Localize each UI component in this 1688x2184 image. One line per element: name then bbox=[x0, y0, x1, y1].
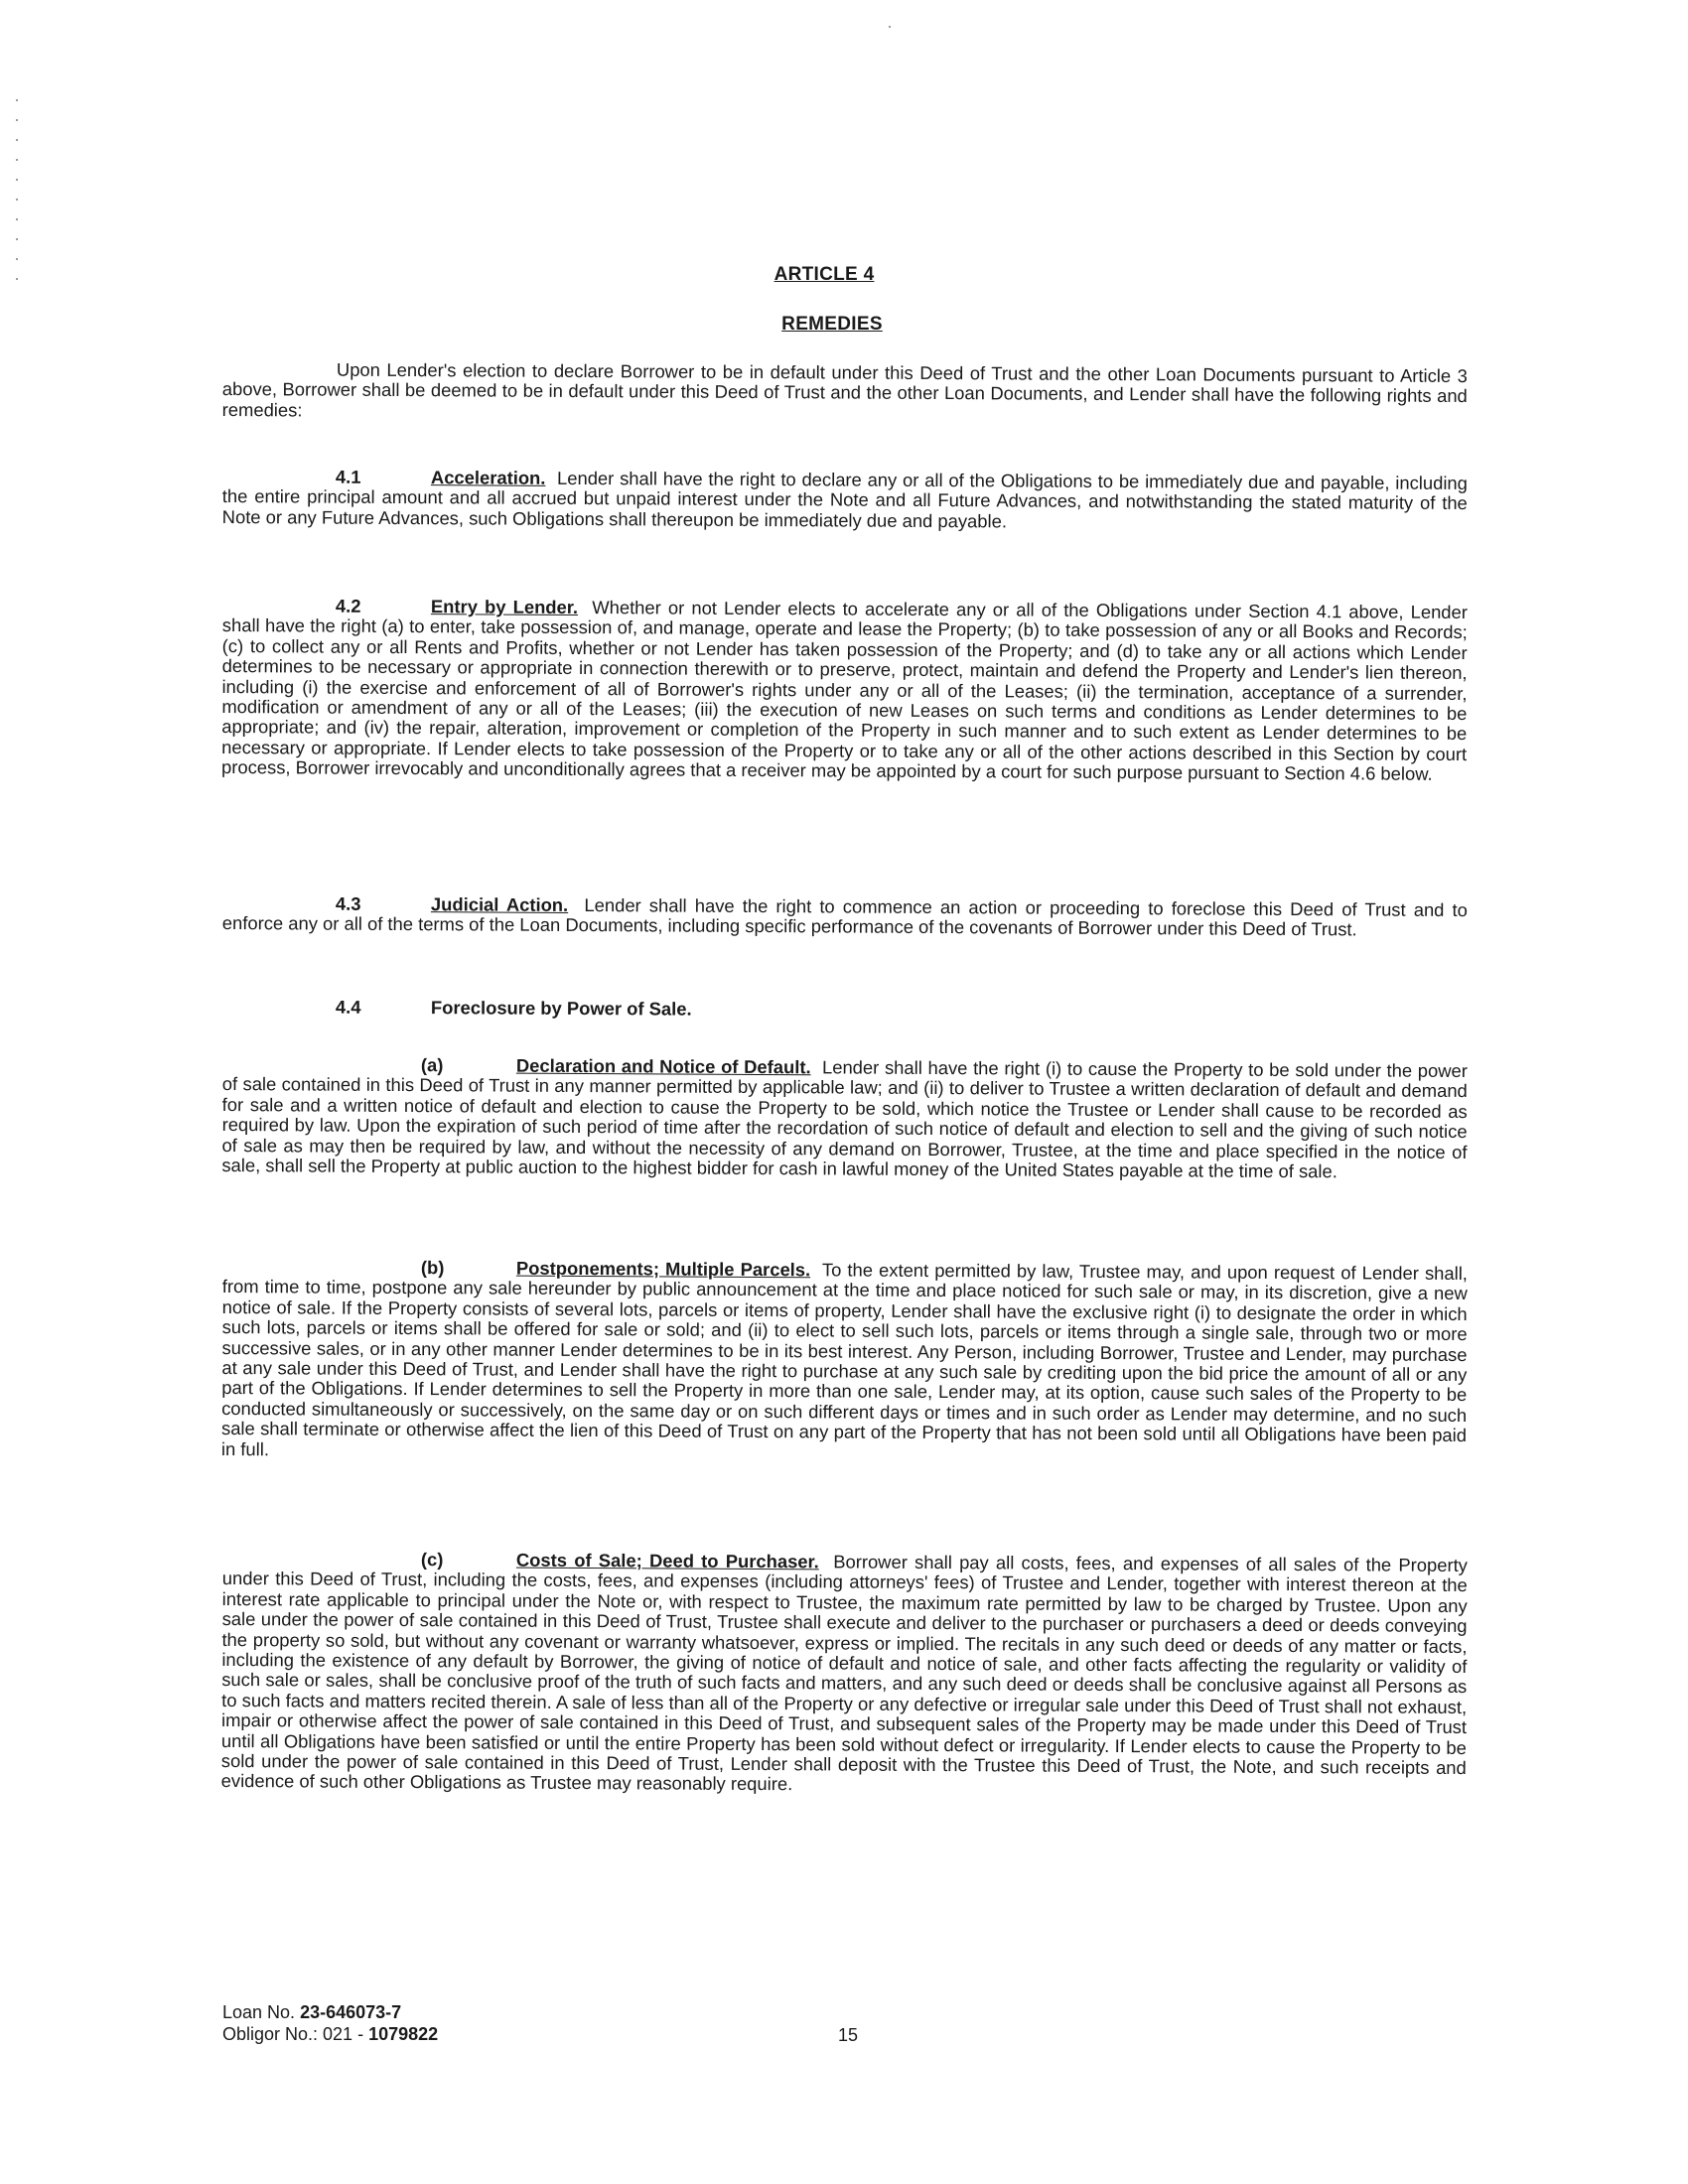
section-title: Foreclosure by Power of Sale. bbox=[430, 997, 692, 1020]
footer-loan-info bbox=[222, 2001, 438, 2045]
section-text: Lender shall have the right to declare any or all of the Obligations to be immediately due and payable, including the entire principal amount and all accrued but unpaid interest under the Note and all Future Advances, and notwithstanding the stated maturity of the Note or any Future Advances, such Obligations shall thereupon be immediately due and payable. bbox=[221, 467, 1468, 532]
intro-paragraph bbox=[222, 359, 1468, 427]
subsection-text: Lender shall have the right (i) to cause the Property to be sold under the power of sale contained in this Deed of Trust in any manner permitted by applicable law; and (ii) to deliver to Trustee a written declaration of default and demand for sale and a written notice of default and election to cause the Property to be sold, which notice the Trustee or Lender shall cause to be recorded as required by law. Upon the expiration of such period of time after the recordation of such notice of default and election to sell and the giving of such notice of sale as may then be required by law, and without the necessity of any demand on Borrower, Trustee, at the time and place specified in the notice of sale, shall sell the Property at public auction to the highest bidder for cash in lawful money of the United States payable at the time of sale. bbox=[221, 1056, 1468, 1182]
section-number: 4.1 bbox=[335, 466, 361, 487]
section-caption: Entry by Lender. bbox=[430, 596, 579, 617]
subsection-number: (b) bbox=[420, 1257, 445, 1279]
obligor-number: 1079822 bbox=[368, 2024, 439, 2044]
subsection-text: Borrower shall pay all costs, fees, and expenses of all sales of the Property under this Deed of Trust, including the costs, fees, and expenses (including attorneys' fees) of Trustee and Lender, together with interest thereon at the interest rate applicable to principal under the Note or, with respect to Trustee, the maximum rate permitted by law to be charged by Trustee. Upon any sale under the power of sale contained in this Deed of Trust, Trustee shall execute and deliver to the purchaser or purchasers a deed or deeds conveying the property so sold, but without any covenant or warranty whatsoever, express or implied. The recitals in any such deed or deeds of any matter or facts, including the existence of any default by Borrower, the giving of notice of default and notice of sale, and other facts affecting the regularity or validity of such sale or sales, shall be conclusive proof of the truth of such facts and matters, and any such deed or deeds shall be conclusive against all Persons as to such facts and matters recited therein. A sale of less than all of the Property or any defective or irregular sale under this Deed of Trust shall not exhaust, impair or otherwise affect the power of sale contained in this Deed of Trust, and subsequent sales of the Property may be made under this Deed of Trust until all Obligations have been satisfied or until the entire Property has been sold without defect or irregularity. If Lender elects to cause the Property to be sold under the power of sale contained in this Deed of Trust, Lender shall deposit with the Trustee this Deed of Trust, the Note, and such receipts and evidence of such other Obligations as Trustee may reasonably require. bbox=[220, 1551, 1468, 1795]
section-number: 4.4 bbox=[335, 996, 361, 1018]
article-title: REMEDIES bbox=[781, 314, 883, 335]
subsection-number: (a) bbox=[420, 1054, 444, 1076]
scan-mark bbox=[889, 26, 891, 28]
section-4-4 bbox=[222, 997, 1468, 1024]
subsection-caption: Costs of Sale; Deed to Purchaser. bbox=[515, 1549, 819, 1572]
section-caption: Judicial Action. bbox=[430, 893, 569, 915]
subsection-caption: Postponements; Multiple Parcels. bbox=[515, 1257, 811, 1281]
section-caption: Acceleration. bbox=[430, 467, 546, 488]
intro-text: Upon Lender's election to declare Borrower to be in default under this Deed of Trust and the other Loan Documents pursuant to Article 3 above, Borrower shall be deemed to be in default under this Deed of Trust and the other Loan Documents, and Lender shall have the following rights and remedies: bbox=[221, 358, 1468, 421]
subsection-number: (c) bbox=[420, 1549, 444, 1570]
section-4-4-c bbox=[221, 1549, 1468, 1799]
section-number: 4.2 bbox=[335, 595, 361, 616]
section-4-1 bbox=[222, 467, 1468, 534]
section-number: 4.3 bbox=[335, 892, 361, 914]
article-heading: ARTICLE 4 bbox=[774, 264, 875, 285]
section-4-2 bbox=[221, 596, 1468, 785]
subsection-text: To the extent permitted by law, Trustee may, and upon request of Lender shall, from time to time, postpone any sale hereunder by public announcement at the time and place noticed for such sale or may, in its discretion, give a new notice of sale. If the Property consists of several lots, parcels or items of property, Lender shall have the exclusive right (i) to designate the order in which such lots, parcels or items shall be offered for sale or sold; and (ii) to elect to sell such lots, parcels or items through a single sale, through two or more successive sales, or in any other manner Lender determines to be in its best interest. Any Person, including Borrower, Trustee and Lender, may purchase at any sale under this Deed of Trust, and Lender shall have the right to purchase at any such sale by crediting upon the bid price the amount of all or any part of the Obligations. If Lender determines to sell the Property in more than one sale, Lender may, at its option, cause such sales of the Property to be conducted simultaneously or successively, on the same day or on such different days or times and in such order as Lender may determine, and no such sale shall terminate or otherwise affect the lien of this Deed of Trust on any part of the Property that has not been sold until all Obligations have been paid in full. bbox=[220, 1259, 1468, 1459]
section-4-4-a bbox=[221, 1054, 1468, 1182]
section-4-3 bbox=[222, 893, 1468, 941]
page-number: 15 bbox=[838, 2025, 859, 2045]
subsection-caption: Declaration and Notice of Default. bbox=[515, 1054, 811, 1078]
loan-number: 23-646073-7 bbox=[300, 2002, 402, 2022]
loan-number-line: Loan No. 23-646073-7 bbox=[222, 2002, 402, 2022]
section-4-4-b bbox=[221, 1257, 1468, 1466]
section-text: Whether or not Lender elects to accelerate any or all of the Obligations under Section 4.1 above, Lender shall have the right (a) to enter, take possession of, and manage, operate and lease the Property; (b) to take possession of any or all Books and Records; (c) to collect any or all Rents and Profits, whether or not Lender has taken possession of the Property; and (d) to take any or all actions which Lender determines to be necessary or appropriate in connection therewith or to preserve, protect, maintain and defend the Property and Lender's lien thereon, including (i) the exercise and enforcement of all of Borrower's rights under any or all of the Leases; (ii) the termination, acceptance of a surrender, modification or amendment of any or all of the Leases; (iii) the execution of new Leases on such terms and conditions as Lender determines to be appropriate; and (iv) the repair, alteration, improvement or completion of the Property in such manner and to such extent as Lender determines to be necessary or appropriate. If Lender elects to take possession of the Property or to take any or all of the other actions described in this Section by court process, Borrower irrevocably and unconditionally agrees that a receiver may be appointed by a court for such purpose pursuant to Section 4.6 below. bbox=[220, 597, 1468, 785]
obligor-number-line: Obligor No.: 021 - 1079822 bbox=[222, 2024, 439, 2044]
section-text: Lender shall have the right to commence an action or proceeding to foreclose this Deed of Trust and to enforce any or all of the terms of the Loan Documents, including specific performance of the covenants of Borrower under this Deed of Trust. bbox=[221, 894, 1468, 940]
